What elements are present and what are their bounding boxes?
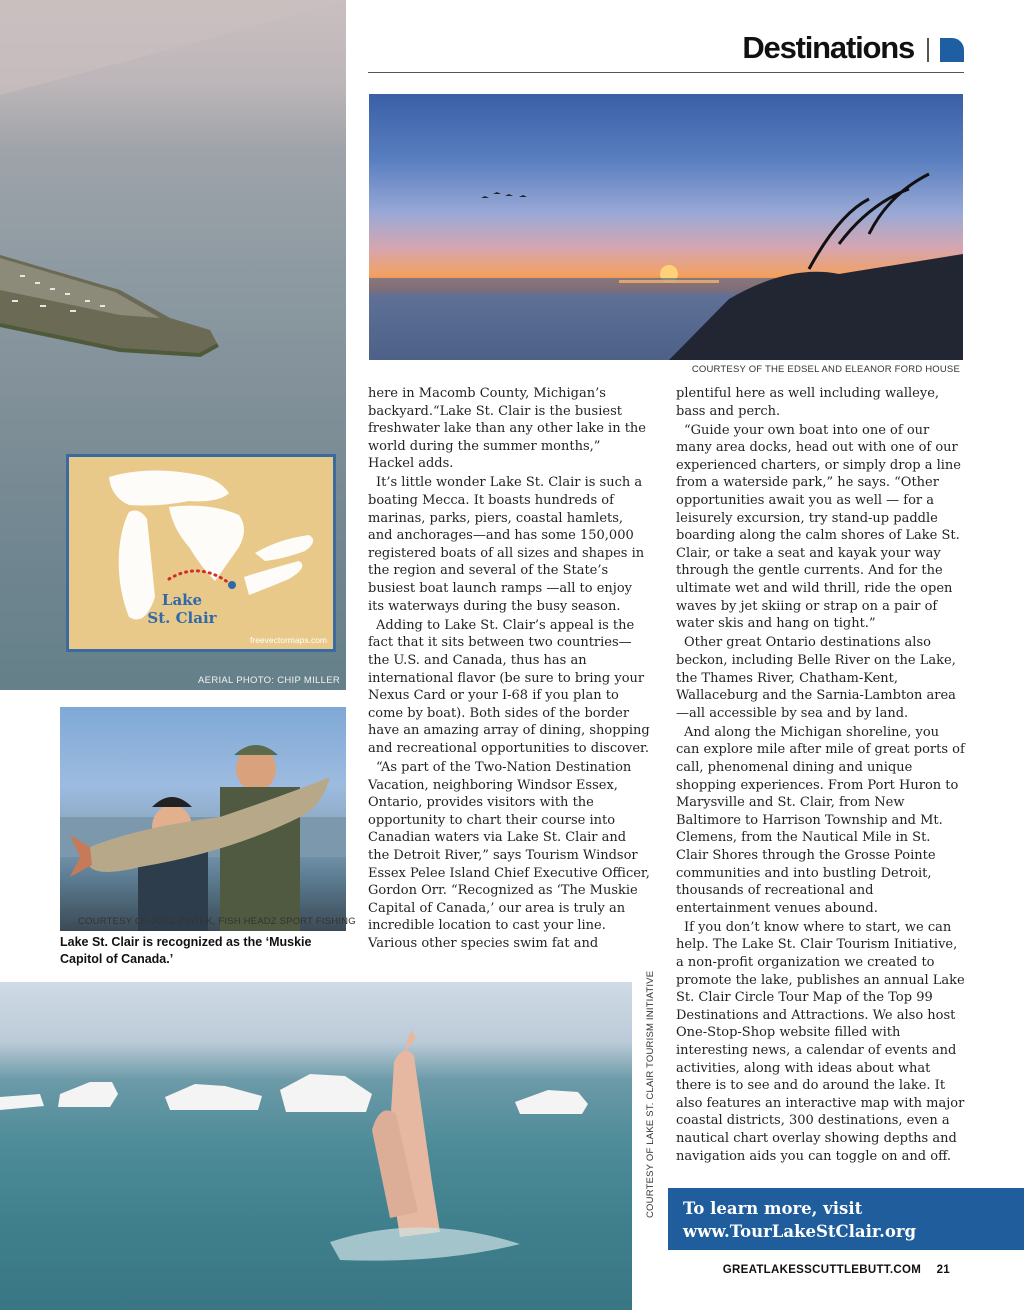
water-photo <box>0 982 632 1310</box>
section-title: Destinations <box>742 30 914 65</box>
article-paragraph: If you don’t know where to start, we can help. The Lake St. Clair Tourism Initiative, a non-profit organization we created to promote the lake, publishes an annual Lake St. Clair Circle Tour Map of the Top 99 Destinations and Attractions. We also host One-Stop-Shop website filled with interesting news, a calendar of events and activities, along with ideas about what there is to see and do around the lake. It also features an interactive map with major coastal districts, 300 destinations, even a nautical chart overlay showing depths and navigation aids you can toggle on and off. <box>676 919 965 1164</box>
sunset-photo <box>369 94 963 360</box>
article-column-2 <box>676 385 966 1167</box>
article-paragraph: “As part of the Two-Nation Destination Vacation, neighboring Windsor Essex, Ontario, provides visitors with the opportunity to chart their course into Canadian waters via Lake St. Clair and the Detroit River,” says Tourism Windsor Essex Pelee Island Chief Executive Officer, Gordon Orr. “Recognized as ‘The Muskie Capital of Canada,’ our area is truly an incredible location to cast your line. Various other species swim fat and <box>368 759 650 951</box>
sunset-scene <box>369 94 963 360</box>
sunset-photo-credit: COURTESY OF THE EDSEL AND ELEANOR FORD HOUSE <box>691 364 960 375</box>
article-paragraph: Adding to Lake St. Clair’s appeal is the fact that it sits between two countries—the U.S. and Canada, thus has an international flavor (be sure to bring your Nexus Card or your I-68 if you plan to come by boat). Both sides of the border have an amazing array of dining, shopping and recreational opportunities to discover. <box>368 617 650 756</box>
article-paragraph: And along the Michigan shoreline, you can explore mile after mile of great ports of call, phenomenal dining and unique shopping experiences. From Port Huron to Marysville and St. Clair, from New Baltimore to Harrison Township and Mt. Clemens, from the Nautical Mile in St. Clair Shores through the Grosse Pointe communities and into bustling Detroit, thousands of recreational and entertainment venues abound. <box>676 724 965 916</box>
map-label-line1: Lake <box>161 591 203 609</box>
article-paragraph: Other great Ontario destinations also beckon, including Belle River on the Lake, the Thames River, Chatham-Kent, Wallaceburg and the Sarnia-Lambton area—all accessible by sea and by land. <box>676 635 956 721</box>
learn-more-text: To learn more, visit <box>683 1199 863 1218</box>
article-paragraph: “Guide your own boat into one of our many area docks, head out with one of our experienced charters, or simply drop a line from a waterside park,” he says. “Other opportunities await you as well — for a leisurely excursion, try stand-up paddle boarding along the calm shores of Lake St. Clair, or take a seat and kayak your way through the gentle currents. And for the ultimate wet and wild thrill, ride the open waves by jet skiing or strap on a pair of water skis and hang on tight.” <box>676 422 961 632</box>
article-paragraph: here in Macomb County, Michigan’s backyard.“Lake St. Clair is the busiest freshwater lake than any other lake in the world during the summer months,” Hackel adds. <box>368 386 646 472</box>
section-tab-icon <box>940 38 964 62</box>
fishing-scene <box>60 707 346 931</box>
footer-site: GREATLAKESSCUTTLEBUTT.COM <box>722 1264 922 1276</box>
fishing-photo-caption: Lake St. Clair is recognized as the ‘Muskie Capitol of Canada.’ <box>60 935 312 966</box>
fishing-photo <box>60 707 346 931</box>
water-photo-credit-text: COURTESY OF LAKE ST. CLAIR TOURISM INITIATIVE <box>645 970 656 1218</box>
water-photo-credit <box>632 970 656 1218</box>
article-paragraph: plentiful here as well including walleye, bass and perch. <box>676 386 940 419</box>
header-rule <box>368 72 964 73</box>
page-footer <box>723 1264 950 1276</box>
lake-map-inset <box>66 454 336 652</box>
map-label-lake-st-clair <box>142 591 222 627</box>
water-scene <box>0 982 632 1310</box>
article-column-1 <box>368 385 650 954</box>
map-label-line2: St. Clair <box>147 609 217 627</box>
article-paragraph: It’s little wonder Lake St. Clair is such a boating Mecca. It boasts hundreds of marinas, parks, piers, coastal hamlets, and anchorages—and has some 150,000 registered boats of all sizes and shapes in the region and several of the State’s busiest boat launch ramps —all to enjoy its waterways during the busy season. <box>368 475 645 614</box>
website-link[interactable]: www.TourLakeStClair.org <box>683 1222 917 1241</box>
learn-more-box <box>668 1188 1024 1250</box>
map-source: freevectormaps.com <box>250 635 327 645</box>
page-number: 21 <box>936 1264 950 1276</box>
fishing-photo-credit: COURTESY OF JOEL PIATEK, FISH HEADZ SPORT FISHING <box>78 916 356 927</box>
header-divider <box>927 38 929 62</box>
aerial-photo-credit: AERIAL PHOTO: CHIP MILLER <box>198 675 340 686</box>
